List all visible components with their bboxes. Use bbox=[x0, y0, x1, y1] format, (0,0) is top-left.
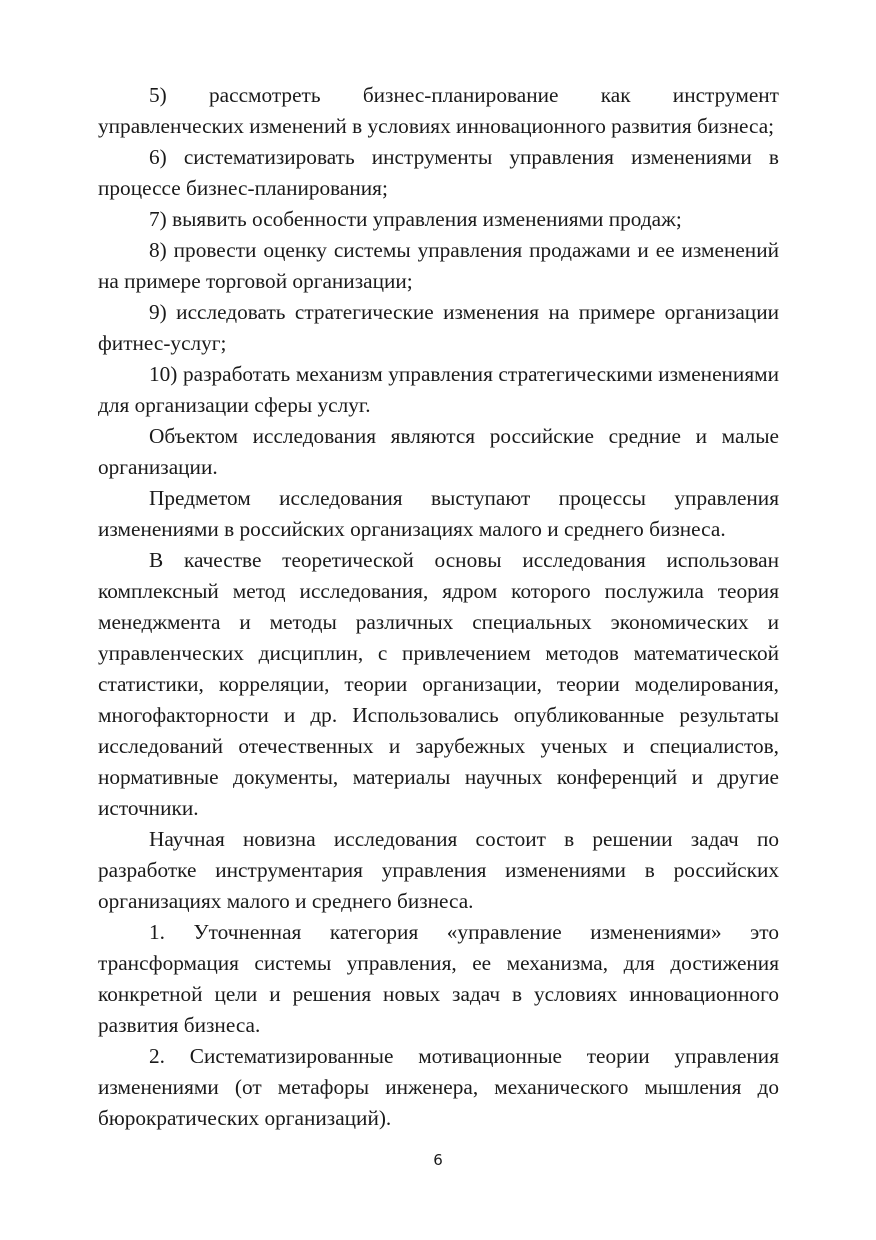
page-number: 6 bbox=[433, 1151, 443, 1169]
paragraph-research-object: Объектом исследования являются российские средние и малые организации. bbox=[98, 424, 779, 479]
paragraph-task-7: 7) выявить особенности управления изменениями продаж; bbox=[149, 207, 682, 231]
paragraph-task-5: 5) рассмотреть бизнес-планирование как инструмент управленческих изменений в условиях инновационного развития бизнеса; bbox=[98, 83, 779, 138]
paragraph-novelty-item-1: 1. Уточненная категория «управление изменениями» это трансформация системы управления, ее механизма, для достижения конкретной цели и решения новых задач в условиях инновационного развития бизнеса. bbox=[98, 920, 779, 1037]
paragraph-novelty-item-2: 2. Систематизированные мотивационные теории управления изменениями (от метафоры инженера, механического мышления до бюрократических организаций). bbox=[98, 1044, 779, 1130]
paragraph-theoretical-basis: В качестве теоретической основы исследования использован комплексный метод исследования, ядром которого послужила теория менеджмента и методы различных специальных экономических и управленческих дисциплин, с привлечением методов математической статистики, корреляции, теории организации, теории моделирования, многофакторности и др. Использовались опубликованные результаты исследований отечественных и зарубежных ученых и специалистов, нормативные документы, материалы научных конференций и другие источники. bbox=[98, 548, 779, 820]
paragraph-task-9: 9) исследовать стратегические изменения на примере организации фитнес-услуг; bbox=[98, 300, 779, 355]
paragraph-scientific-novelty: Научная новизна исследования состоит в решении задач по разработке инструментария управления изменениями в российских организациях малого и среднего бизнеса. bbox=[98, 827, 779, 913]
paragraph-task-6: 6) систематизировать инструменты управления изменениями в процессе бизнес-планирования; bbox=[98, 145, 779, 200]
text-body bbox=[98, 80, 779, 1134]
paragraph-task-8: 8) провести оценку системы управления продажами и ее изменений на примере торговой организации; bbox=[98, 238, 779, 293]
paragraph-task-10: 10) разработать механизм управления стратегическими изменениями для организации сферы услуг. bbox=[98, 362, 779, 417]
paragraph-research-subject: Предметом исследования выступают процессы управления изменениями в российских организациях малого и среднего бизнеса. bbox=[98, 486, 779, 541]
